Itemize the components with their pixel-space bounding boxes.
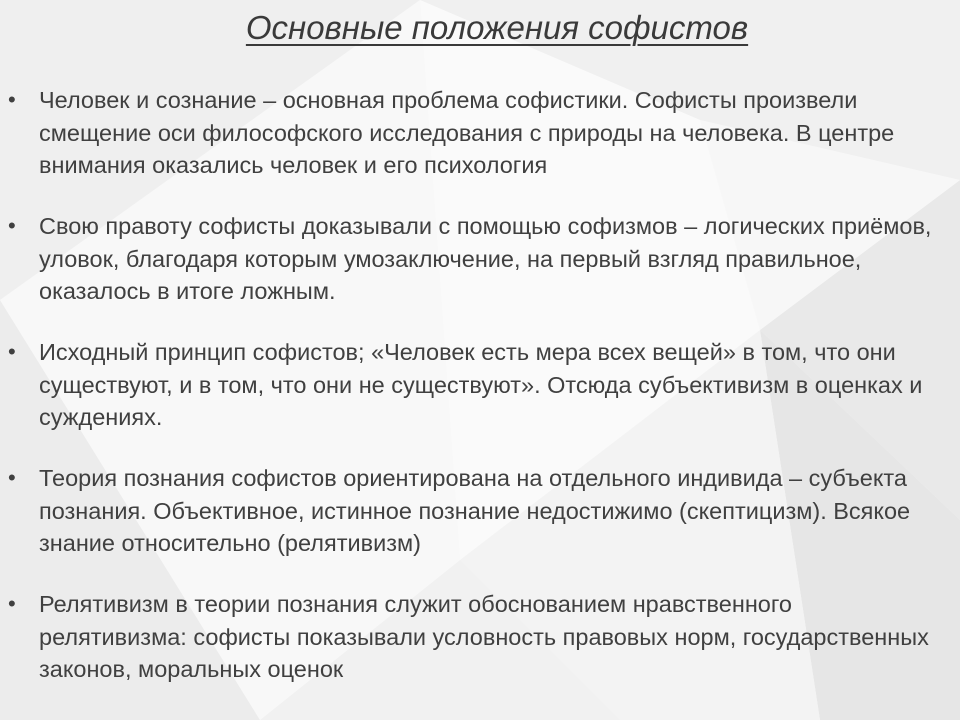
- bullet-text: Свою правоту софисты доказывали с помощью софизмов – логических приёмов, уловок, благодаря которым умозаключение, на первый взгляд правильное, оказалось в итоге ложным.: [39, 213, 932, 304]
- bullet-marker: •: [8, 339, 16, 364]
- bullet-text: Исходный принцип софистов; «Человек есть мера всех вещей» в том, что они существуют, и в том, что они не существуют». Отсюда субъективизм в оценках и суждениях.: [39, 339, 923, 430]
- bullet-text: Теория познания софистов ориентирована на отдельного индивида – субъекта познания. Объективное, истинное познание недостижимо (скептицизм). Всякое знание относительно (релятивизм): [39, 465, 911, 556]
- bullet-marker: •: [8, 213, 16, 238]
- bullet-text: Релятивизм в теории познания служит обоснованием нравственного релятивизма: софисты показывали условность правовых норм, государственных законов, моральных оценок: [39, 591, 929, 682]
- slide-title: Основные положения софистов: [245, 9, 749, 46]
- bullet-marker: •: [8, 591, 16, 616]
- bullet-text: Человек и сознание – основная проблема софистики. Софисты произвели смещение оси философского исследования с природы на человека. В центре внимания оказались человек и его психология: [39, 87, 895, 178]
- bullet-marker: •: [8, 465, 16, 490]
- bullet-marker: •: [8, 87, 16, 112]
